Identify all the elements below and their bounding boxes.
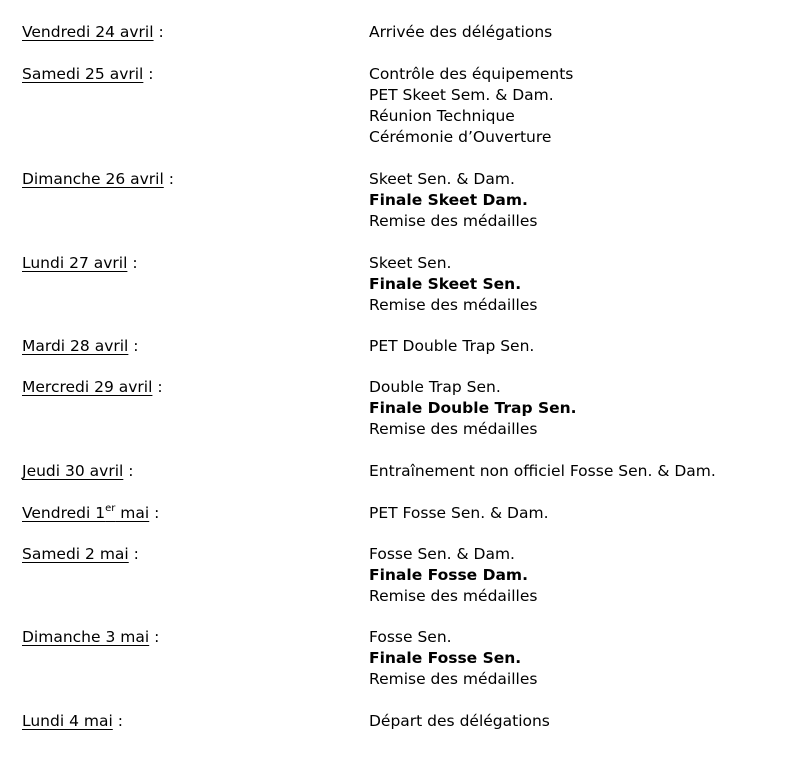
event-item: Cérémonie d’Ouverture bbox=[369, 128, 552, 146]
event-item: PET Skeet Sem. & Dam. bbox=[369, 86, 554, 104]
day-label bbox=[22, 461, 133, 482]
day-date: Dimanche 26 avril bbox=[22, 170, 164, 188]
event-list bbox=[369, 461, 716, 482]
day-colon: : bbox=[127, 254, 138, 272]
event-item: Arrivée des délégations bbox=[369, 23, 553, 41]
day-label bbox=[22, 336, 139, 357]
event-list bbox=[369, 336, 534, 357]
day-colon: : bbox=[163, 170, 174, 188]
event-item: Départ des délégations bbox=[369, 712, 550, 730]
event-list bbox=[369, 627, 537, 690]
event-item-final: Finale Double Trap Sen. bbox=[369, 399, 577, 417]
day-label bbox=[22, 627, 159, 648]
event-item: PET Double Trap Sen. bbox=[369, 337, 535, 355]
day-label bbox=[22, 169, 174, 190]
event-list bbox=[369, 503, 549, 524]
event-item: Contrôle des équipements bbox=[369, 65, 574, 83]
event-item: Remise des médailles bbox=[369, 670, 538, 688]
event-item: Double Trap Sen. bbox=[369, 378, 501, 396]
day-date: Dimanche 3 mai bbox=[22, 628, 150, 646]
day-date: Lundi 27 avril bbox=[22, 254, 128, 272]
day-label bbox=[22, 64, 154, 85]
day-label bbox=[22, 22, 164, 43]
day-label bbox=[22, 711, 123, 732]
day-date: Samedi 25 avril bbox=[22, 65, 144, 83]
event-list bbox=[369, 22, 552, 43]
event-list bbox=[369, 169, 537, 232]
event-item-final: Finale Skeet Dam. bbox=[369, 191, 528, 209]
day-colon: : bbox=[128, 545, 139, 563]
event-item: Remise des médailles bbox=[369, 296, 538, 314]
event-list bbox=[369, 64, 573, 148]
event-item: Réunion Technique bbox=[369, 107, 515, 125]
day-date-month: mai bbox=[115, 504, 150, 522]
day-colon: : bbox=[128, 337, 139, 355]
day-date: Vendredi 24 avril bbox=[22, 23, 154, 41]
day-label bbox=[22, 253, 138, 274]
day-label bbox=[22, 377, 163, 398]
event-item-final: Finale Skeet Sen. bbox=[369, 275, 522, 293]
day-colon: : bbox=[112, 712, 123, 730]
event-item: Remise des médailles bbox=[369, 212, 538, 230]
event-item-final: Finale Fosse Dam. bbox=[369, 566, 528, 584]
event-list bbox=[369, 711, 550, 732]
day-date bbox=[22, 504, 149, 522]
day-date: Jeudi 30 avril bbox=[22, 462, 124, 480]
day-date-main: Vendredi 1 bbox=[22, 504, 106, 522]
day-date: Samedi 2 mai bbox=[22, 545, 129, 563]
day-colon: : bbox=[143, 65, 154, 83]
day-colon: : bbox=[149, 628, 160, 646]
event-item: Skeet Sen. bbox=[369, 254, 452, 272]
day-date-ordinal: er bbox=[105, 502, 116, 514]
event-list bbox=[369, 253, 537, 316]
day-date: Mercredi 29 avril bbox=[22, 378, 153, 396]
event-item: PET Fosse Sen. & Dam. bbox=[369, 504, 549, 522]
day-colon: : bbox=[153, 23, 164, 41]
event-item: Entraînement non officiel Fosse Sen. & Dam. bbox=[369, 462, 716, 480]
event-item: Skeet Sen. & Dam. bbox=[369, 170, 515, 188]
day-date: Lundi 4 mai bbox=[22, 712, 113, 730]
day-label bbox=[22, 503, 159, 524]
event-item: Remise des médailles bbox=[369, 420, 538, 438]
event-list bbox=[369, 377, 577, 440]
day-label bbox=[22, 544, 139, 565]
day-colon: : bbox=[123, 462, 134, 480]
day-date: Mardi 28 avril bbox=[22, 337, 129, 355]
day-colon: : bbox=[149, 504, 160, 522]
event-item: Remise des médailles bbox=[369, 587, 538, 605]
event-item: Fosse Sen. bbox=[369, 628, 452, 646]
event-item-final: Finale Fosse Sen. bbox=[369, 649, 522, 667]
event-item: Fosse Sen. & Dam. bbox=[369, 545, 515, 563]
day-colon: : bbox=[152, 378, 163, 396]
event-list bbox=[369, 544, 537, 607]
